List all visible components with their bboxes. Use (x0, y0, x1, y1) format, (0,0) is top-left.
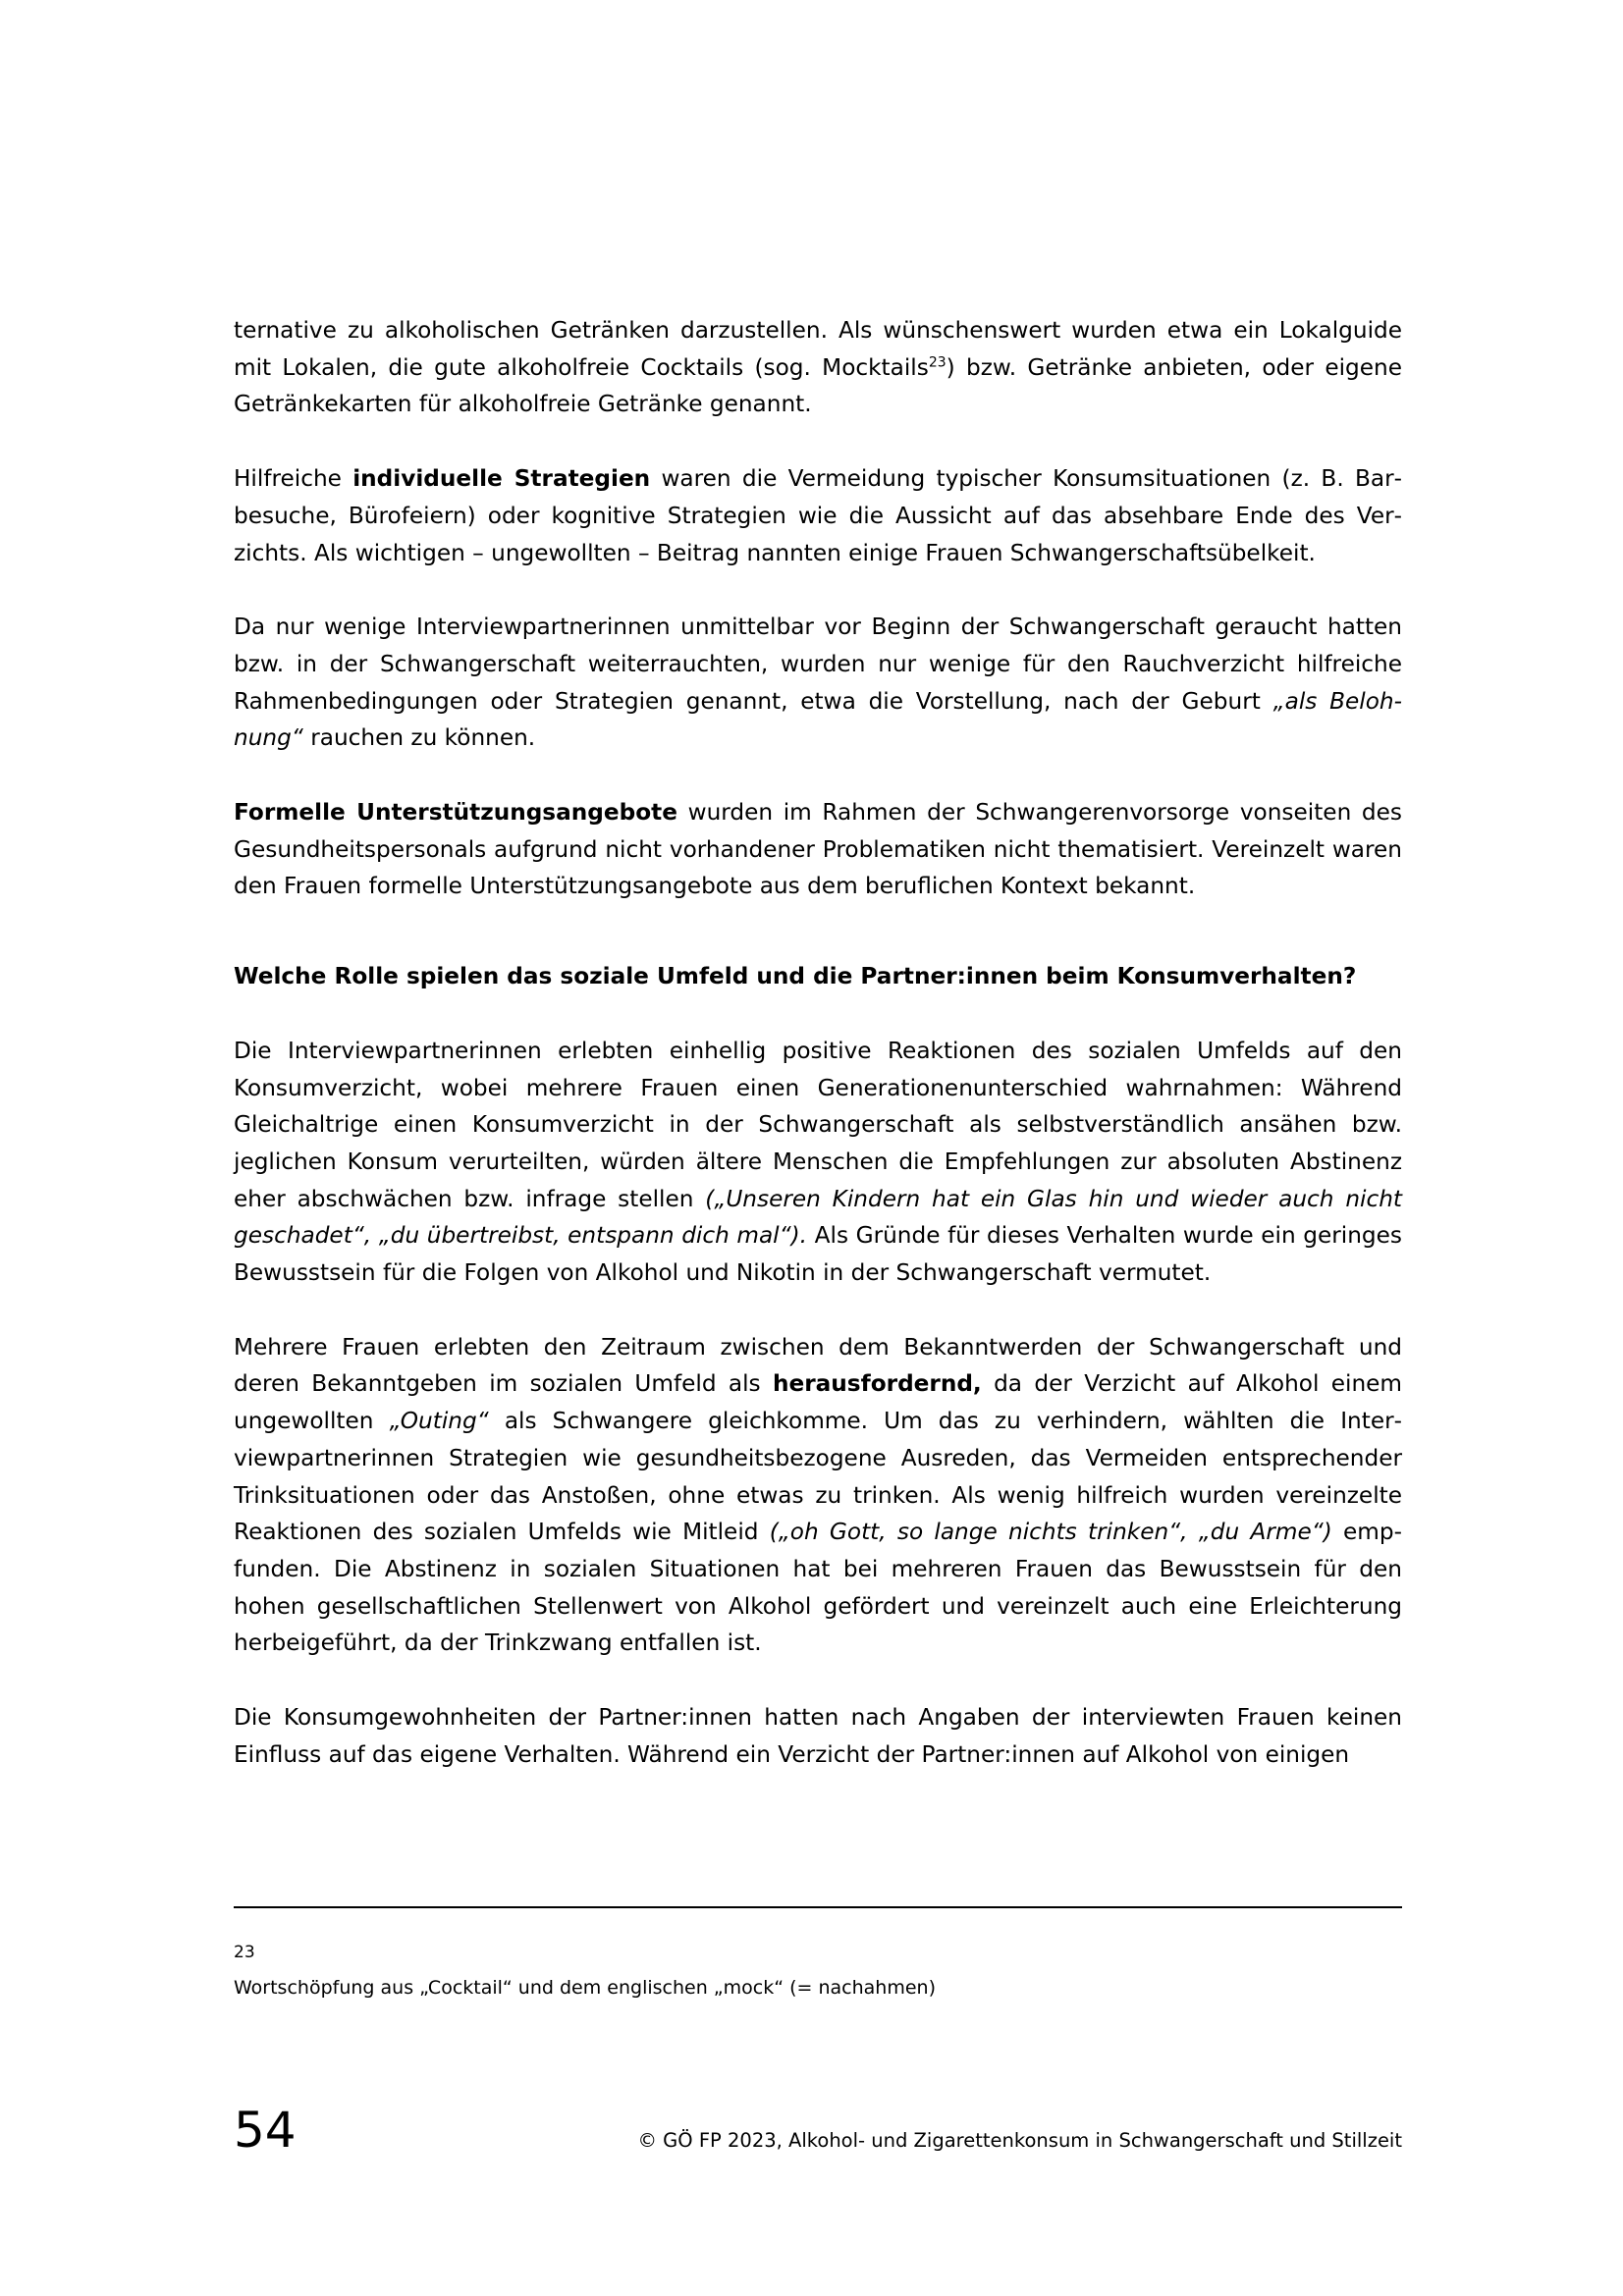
footer-copyright: © GÖ FP 2023, Alkohol- und Zigarettenkonsum in Schwangerschaft und Stillzeit (637, 2129, 1402, 2152)
text-run: empfunden. Die Abstinenz in sozialen Situationen hat bei mehreren Frauen das Bewusstsein für den hohen gesellschaftlichen Stellenwert von Alkohol gefördert und vereinzelt auch eine Erleichterung herbeigeführt, da der Trinkzwang entfallen ist. (234, 1519, 1402, 1657)
italic-quote: („Unseren Kindern hat ein Glas hin und wieder auch nicht geschadet“, „du übertreibst, entspann dich mal“). (234, 1185, 1402, 1250)
text-run: Da nur wenige Interviewpartnerinnen unmittelbar vor Beginn der Schwangerschaft geraucht hatten bzw. in der Schwangerschaft weiterrauchten, wurden nur wenige für den Rauchverzicht hilfreiche Rahmenbedingungen oder Strategien genannt, etwa die Vorstellung, nach der Geburt (234, 614, 1402, 715)
text-run: Mehrere Frauen erlebten den Zeitraum zwischen dem Bekanntwerden der Schwangerschaft und deren Bekanntgeben im sozialen Umfeld als (234, 1333, 1402, 1398)
bold-term: Formelle Unterstützungsangebote (234, 799, 677, 827)
main-text (234, 312, 1402, 1811)
italic-quote: „als Belohnung“ (234, 687, 1402, 752)
text-run: Die Interviewpartnerinnen erlebten einhellig positive Reaktionen des sozialen Umfelds auf den Konsumverzicht, wobei mehrere Frauen einen Generationenunterschied wahrnahmen: Während Gleichaltrige einen Konsumverzicht in der Schwangerschaft als selbstverständlich ansähen bzw. jeglichen Konsum verurteilten, würden ältere Menschen die Empfehlungen zur absoluten Abstinenz eher abschwächen bzw. infrage stellen (234, 1037, 1402, 1212)
italic-quote: „Outing“ (389, 1408, 489, 1435)
page-number: 54 (234, 2102, 297, 2159)
section-heading: Welche Rolle spielen das soziale Umfeld und die Partner:innen beim Konsumverhalten? (234, 963, 1357, 990)
text-run: da der Verzicht auf Alkohol einem ungewollten (234, 1370, 1402, 1435)
paragraph-partners (234, 1699, 1402, 1773)
text-run: rauchen zu können. (302, 724, 536, 752)
text-run: Hilfreiche (234, 465, 353, 493)
text-run: Als Gründe für dieses Verhalten wurde ein geringes Bewusstsein für die Folgen von Alkohol und Nikotin in der Schwangerschaft vermutet. (234, 1222, 1402, 1287)
text-run: wurden im Rahmen der Schwangerenvorsorge vonseiten des Gesundheitspersonals aufgrund nicht vorhandener Problematiken nicht thematisiert. Vereinzelt waren den Frauen formelle Unterstützungsangebote aus dem beruflichen Kontext bekannt. (234, 799, 1402, 900)
footnote-number: 23 (234, 1943, 255, 1962)
text-run: waren die Vermeidung typischer Konsumsituationen (z. B. Barbesuche, Bürofeiern) oder kognitive Strategien wie die Aussicht auf das absehbare Ende des Verzichts. Als wichtigen – ungewollten – Beitrag nannten einige Frauen Schwangerschaftsübelkeit. (234, 465, 1402, 566)
paragraph-smoking (234, 609, 1402, 757)
footnote-divider (234, 1906, 1402, 1908)
paragraph-announcement (234, 1329, 1402, 1662)
paragraph-individual-strategies (234, 460, 1402, 571)
text-run: als Schwangere gleichkomme. Um das zu verhindern, wählten die Interviewpartnerinnen Strategien wie gesundheitsbezogene Ausreden, das Vermeiden entsprechender Trinksituationen oder das Anstoßen, ohne etwas zu trinken. Als wenig hilfreich wurden vereinzelte Reaktionen des sozialen Umfelds wie Mitleid (234, 1408, 1402, 1546)
footnote-text: Wortschöpfung aus „Cocktail“ und dem englischen „mock“ (= nachahmen) (234, 1977, 936, 1999)
bold-term: individuelle Strategien (352, 465, 651, 493)
bold-term: herausfordernd, (772, 1370, 982, 1398)
paragraph-mocktails (234, 312, 1402, 423)
paragraph-social-reactions (234, 1033, 1402, 1292)
paragraph-formal-support (234, 794, 1402, 905)
text-run: ternative zu alkoholischen Getränken darzustellen. Als wünschenswert wurden etwa ein Lokalguide mit Lokalen, die gute alkoholfreie Cocktails (sog. Mocktails (234, 317, 1402, 381)
text-run: ) bzw. Getränke anbieten, oder eigene Getränkekarten für alkoholfreie Getränke genannt. (234, 353, 1402, 418)
text-run: Die Konsumgewohnheiten der Partner:innen hatten nach Angaben der interviewten Frauen keinen Einfluss auf das eigene Verhalten. Während ein Verzicht der Partner:innen auf Alkohol von einigen (234, 1704, 1402, 1768)
italic-quote: („oh Gott, so lange nichts trinken“, „du Arme“) (769, 1519, 1332, 1546)
footnote-reference[interactable]: 23 (928, 353, 947, 370)
